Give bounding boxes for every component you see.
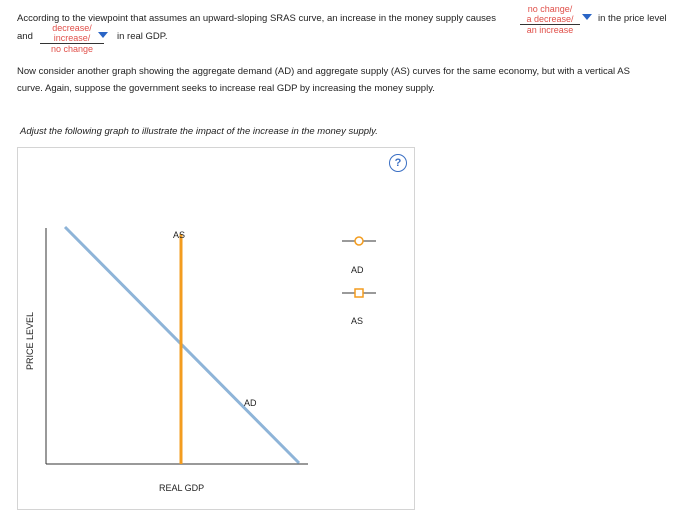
y-axis-label: PRICE LEVEL <box>25 311 36 371</box>
help-icon[interactable]: ? <box>389 154 407 172</box>
ad-tool-label: AD <box>351 265 364 275</box>
graph-instruction: Adjust the following graph to illustrate the impact of the increase in the money supply. <box>20 126 378 137</box>
real-gdp-dropdown[interactable] <box>40 23 104 54</box>
x-axis-label: REAL GDP <box>159 483 205 493</box>
as-tool-label: AS <box>351 316 364 326</box>
question1-text-part2: in the price level <box>598 13 667 24</box>
ad-curve-label: AD <box>244 398 257 408</box>
price-option-2[interactable]: a decrease/ <box>520 14 580 25</box>
question1-text-part3: and <box>17 31 33 42</box>
graph-plot[interactable] <box>18 148 414 509</box>
ad-tool-handle-icon[interactable] <box>355 237 363 245</box>
question2-line2: curve. Again, suppose the government seeks to increase real GDP by increasing the money supply. <box>17 83 435 94</box>
gdp-option-2[interactable]: increase/ <box>40 33 104 44</box>
gdp-option-3[interactable]: no change <box>50 44 94 54</box>
price-level-dropdown[interactable] <box>520 4 580 35</box>
price-dropdown-chevron-down-icon[interactable] <box>582 14 592 20</box>
price-option-1[interactable]: no change/ <box>527 4 573 14</box>
question2-line1: Now consider another graph showing the aggregate demand (AD) and aggregate supply (AS) curves for the same economy, but with a vertical AS <box>17 66 630 77</box>
graph-panel[interactable] <box>17 147 415 510</box>
gdp-dropdown-chevron-down-icon[interactable] <box>98 32 108 38</box>
gdp-option-1[interactable]: decrease/ <box>52 23 92 33</box>
price-option-3[interactable]: an increase <box>526 25 574 35</box>
question1-text-part4: in real GDP. <box>117 31 168 42</box>
as-tool-handle-icon[interactable] <box>355 289 363 297</box>
as-curve-label: AS <box>173 230 186 240</box>
question1-text-part1: According to the viewpoint that assumes an upward-sloping SRAS curve, an increase in the money supply causes <box>17 13 496 24</box>
